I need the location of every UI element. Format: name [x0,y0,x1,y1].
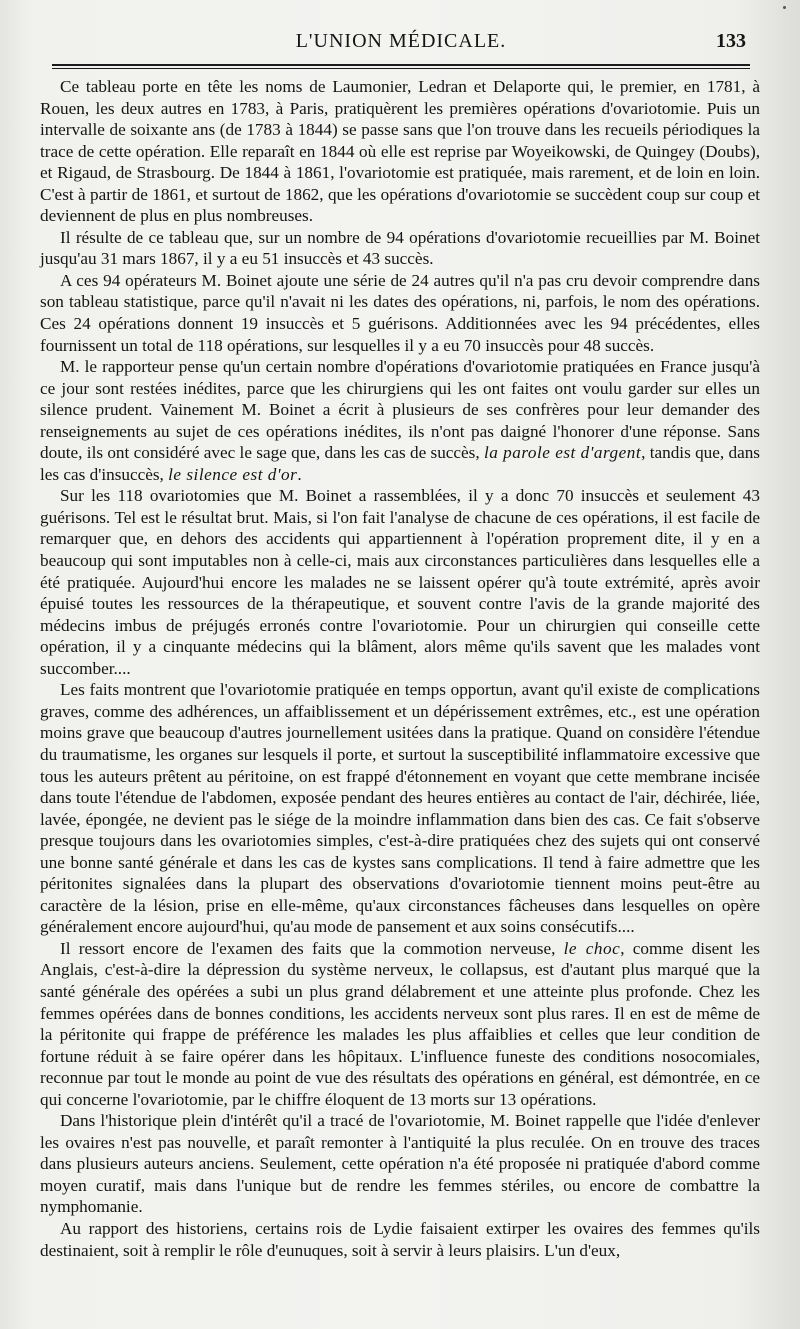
paragraph-text: Ce tableau porte en tête les noms de Laumonier, Ledran et Delaporte qui, le premier, en 1781, à Rouen, les deux autres en 1783, à Paris, pratiquèrent les premières opérations d'ovariotomie. Puis un intervalle de soixante ans (de 1783 à 1844) se passe sans que l'on trouve dans les recueils périodiques la trace de cette opération. Elle reparaît en 1844 où elle est reprise par Woyeikowski, de Quingey (Doubs), et Rigaud, de Strasbourg. De 1844 à 1861, l'ovariotomie est pratiquée, mais rarement, et de loin en loin. C'est à partir de 1861, et surtout de 1862, que les opérations d'ovariotomie se succèdent coup sur coup et deviennent de plus en plus nombreuses. [40,77,760,226]
italic-phrase: le choc [563,938,621,958]
paragraph-text: . [297,464,302,484]
paragraph [40,1218,760,1261]
header-rule [52,64,750,69]
paragraph [40,485,760,679]
page-number: 133 [716,30,746,52]
paragraph-text: Il ressort encore de l'examen des faits que la commotion nerveuse, [60,938,564,958]
paragraph [40,76,760,227]
paragraph-text: Il résulte de ce tableau que, sur un nombre de 94 opérations d'ovariotomie recueillies par M. Boinet jusqu'au 31 mars 1867, il y a eu 51 insuccès et 43 succès. [40,227,760,269]
italic-phrase: la parole est d'argent [483,443,642,463]
paragraph-text: , comme disent les Anglais, c'est-à-dire la dépression du système nerveux, le collapsus, est d'autant plus marqué que la santé générale des opérées a subi un plus grand délabrement et une atteinte plus profonde. Chez les femmes opérées dans de bonnes conditions, les accidents nerveux sont plus rares. Il en est de même de la péritonite qui frappe de préférence les malades les plus affaiblies et celles que leur condition de fortune réduit à se faire opérer dans les hôpitaux. L'influence funeste des conditions nosocomiales, reconnue par tout le monde au point de vue des résultats des opérations en général, est démontrée, en ce qui concerne l'ovariotomie, par le chiffre éloquent de 13 morts sur 13 opérations. [40,938,760,1109]
paragraph-text: M. le rapporteur pense qu'un certain nombre d'opérations d'ovariotomie pratiquées en France jusqu'à ce jour sont restées inédites, parce que les chirurgiens qui les ont faites ont voulu garder sur elles un silence prudent. Vainement M. Boinet a écrit à plusieurs de ses confrères pour leur demander des renseignements au sujet de ces opérations inédites, ils n'ont pas daigné l'honorer d'une réponse. Sans doute, ils ont considéré avec le sage que, dans les cas de succès, [40,357,760,463]
paragraph-text: Dans l'historique plein d'intérêt qu'il a tracé de l'ovariotomie, M. Boinet rappelle que l'idée d'enlever les ovaires n'est pas nouvelle, et paraît remonter à l'antiquité la plus reculée. On en trouve des traces dans plusieurs auteurs anciens. Seulement, cette opération n'a été proposée ni pratiquée d'abord comme moyen curatif, mais dans l'unique but de rendre les femmes stériles, ou encore de combattre la nymphomanie. [40,1111,760,1217]
paragraph [40,356,760,485]
paragraph [40,679,760,938]
paragraph [40,227,760,270]
italic-phrase: le silence est d'or [168,464,298,484]
running-title: L'UNION MÉDICALE. [295,30,507,52]
paragraph-text: Sur les 118 ovariotomies que M. Boinet a rassemblées, il y a donc 70 insuccès et seulement 43 guérisons. Tel est le résultat brut. Mais, si l'on fait l'analyse de chacune de ces opérations, il est facile de remarquer que, en dehors des accidents qui appartiennent à l'opération proprement dite, il y en a beaucoup qui sont imputables non à celle-ci, mais aux circonstances particulières dans lesquelles elle a été pratiquée. Aujourd'hui encore les malades ne se laissent opérer qu'à toute extrémité, après avoir épuisé toutes les ressources de la thérapeutique, et souvent contre l'avis de la grande majorité des médecins imbus de préjugés erronés contre l'ovariotomie. Pour un chirurgien qui conseille cette opération, il y a cinquante médecins qui la blâment, alors même qu'ils savent que les malades vont succomber.... [40,486,760,678]
paragraph-text: A ces 94 opérateurs M. Boinet ajoute une série de 24 autres qu'il n'a pas cru devoir comprendre dans son tableau statistique, parce qu'il n'avait ni les dates des opérations, ni, parfois, le nom des opérations. Ces 24 opérations donnent 19 insuccès et 5 guérisons. Additionnées avec les 94 précédentes, elles fournissent un total de 118 opérations, sur lesquelles il y a eu 70 insuccès pour 48 succès. [40,270,760,355]
page-header [56,30,746,60]
paragraph [40,270,760,356]
body-text [40,76,760,1261]
paragraph-text: Au rapport des historiens, certains rois de Lydie faisaient extirper les ovaires des femmes qu'ils destinaient, soit à remplir le rôle d'eunuques, soit à servir à leurs plaisirs. L'un d'eux, [40,1218,760,1260]
paragraph [40,938,760,1110]
page-speck [783,6,786,9]
paragraph-text: Les faits montrent que l'ovariotomie pratiquée en temps opportun, avant qu'il existe de complications graves, comme des adhérences, un affaiblissement et un dépérissement extrêmes, etc., est une opération moins grave que beaucoup d'autres journellement usitées dans la pratique. Quand on considère l'étendue du traumatisme, les organes sur lesquels il porte, et surtout la susceptibilité inflammatoire excessive que tous les auteurs prêtent au péritoine, on est frappé d'étonnement en voyant que cette membrane incisée dans toute l'étendue de l'abdomen, exposée pendant des heures entières au contact de l'air, déchirée, liée, lavée, épongée, ne devient pas le siége de la moindre inflammation dans bien des cas. Ce fait s'observe presque toujours dans les ovariotomies simples, c'est-à-dire pratiquées chez des sujets qui ont conservé une bonne santé générale et dans les cas de kystes sans complications. Il tend à faire admettre que les péritonites signalées dans la plupart des observations d'ovariotomie tiennent moins peut-être au caractère de la lésion, prise en elle-même, qu'aux circonstances fâcheuses dans lesquelles on opère généralement encore aujourd'hui, qu'au mode de pansement et aux soins consécutifs.... [40,680,760,937]
paragraph [40,1110,760,1218]
paragraph-text: , tandis que, dans les cas d'insuccès, [40,443,760,484]
